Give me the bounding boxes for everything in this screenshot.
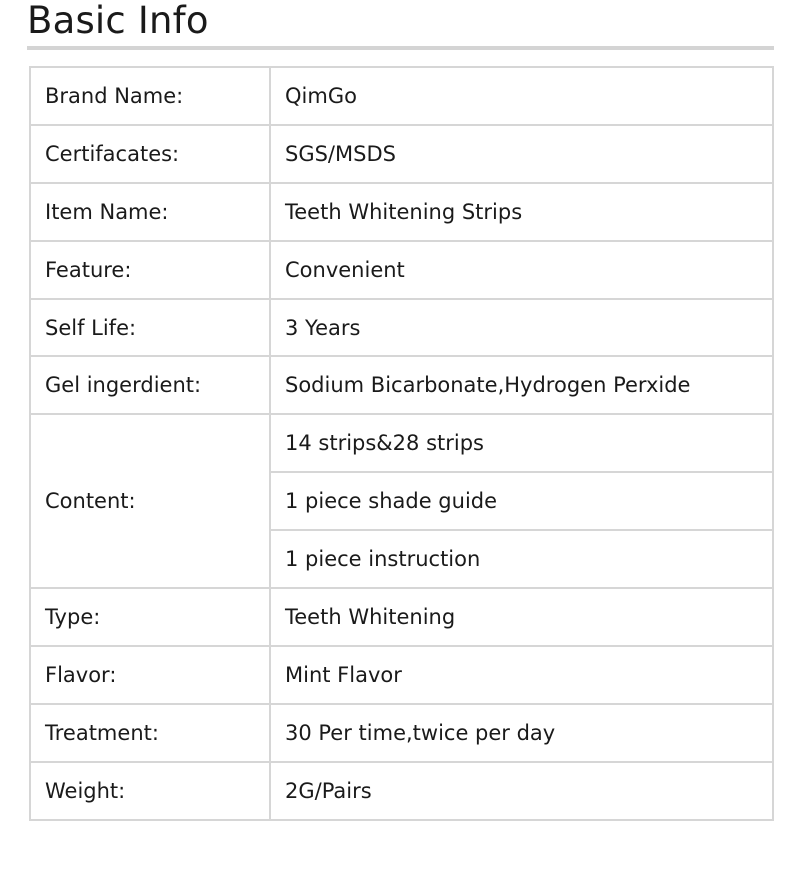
row-label: Brand Name:	[30, 67, 270, 125]
row-label: Self Life:	[30, 299, 270, 357]
table-row	[30, 704, 773, 762]
row-value: 14 strips&28 strips	[270, 414, 773, 472]
row-value: 1 piece shade guide	[270, 472, 773, 530]
table-row	[30, 356, 773, 414]
basic-info-table	[29, 66, 774, 821]
table-row	[30, 299, 773, 357]
row-label: Treatment:	[30, 704, 270, 762]
row-label: Type:	[30, 588, 270, 646]
table-row	[30, 125, 773, 183]
row-label: Gel ingerdient:	[30, 356, 270, 414]
table-row	[30, 646, 773, 704]
row-value: 1 piece instruction	[270, 530, 773, 588]
row-label: Flavor:	[30, 646, 270, 704]
row-value: Teeth Whitening	[270, 588, 773, 646]
row-value: Mint Flavor	[270, 646, 773, 704]
row-value: QimGo	[270, 67, 773, 125]
page-title: Basic Info	[27, 0, 209, 42]
table-row	[30, 762, 773, 820]
table-row	[30, 414, 773, 472]
table-row	[30, 588, 773, 646]
row-value: Sodium Bicarbonate,Hydrogen Perxide	[270, 356, 773, 414]
row-value: 2G/Pairs	[270, 762, 773, 820]
row-value: 30 Per time,twice per day	[270, 704, 773, 762]
row-label: Feature:	[30, 241, 270, 299]
row-value: 3 Years	[270, 299, 773, 357]
row-label: Content:	[30, 414, 270, 588]
table-row	[30, 183, 773, 241]
title-divider	[27, 46, 774, 50]
row-value: Convenient	[270, 241, 773, 299]
row-label: Item Name:	[30, 183, 270, 241]
basic-info-table-body	[30, 67, 773, 820]
row-value: Teeth Whitening Strips	[270, 183, 773, 241]
table-row	[30, 241, 773, 299]
row-label: Certifacates:	[30, 125, 270, 183]
row-label: Weight:	[30, 762, 270, 820]
table-row	[30, 67, 773, 125]
row-value: SGS/MSDS	[270, 125, 773, 183]
